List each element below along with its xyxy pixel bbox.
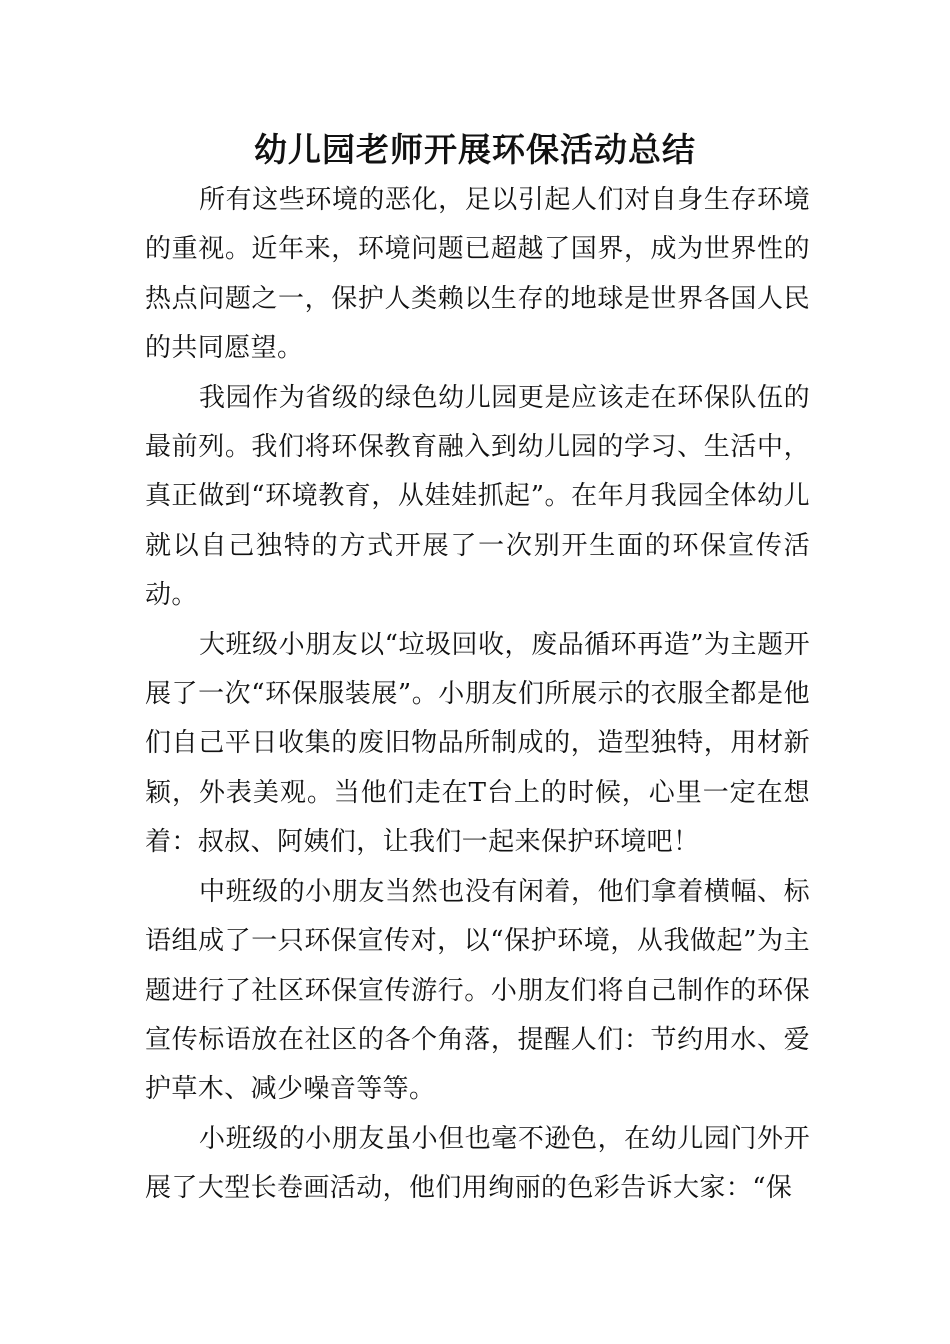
document-title: 幼儿园老师开展环保活动总结: [254, 130, 696, 169]
paragraph-5: 小班级的小朋友虽小但也毫不逊色，在幼儿园门外开展了大型长卷画活动，他们用绚丽的色彩告诉大家：“保: [145, 1123, 810, 1204]
paragraph-1: 所有这些环境的恶化，足以引起人们对自身生存环境的重视。近年来，环境问题已超越了国界，成为世界性的热点问题之一，保护人类赖以生存的地球是世界各国人民的共同愿望。: [145, 185, 810, 364]
paragraph-3: 大班级小朋友以“垃圾回收，废品循环再造”为主题开展了一次“环保服装展”。小朋友们所展示的衣服全都是他们自己平日收集的废旧物品所制成的，造型独特，用材新颖，外表美观。当他们走在T台上的时候，心里一定在想着：叔叔、阿姨们，让我们一起来保护环境吧！: [145, 629, 810, 858]
paragraph-2: 我园作为省级的绿色幼儿园更是应该走在环保队伍的最前列。我们将环保教育融入到幼儿园的学习、生活中，真正做到“环境教育，从娃娃抓起”。在年月我园全体幼儿就以自己独特的方式开展了一次别开生面的环保宣传活动。: [145, 382, 810, 611]
paragraph-4: 中班级的小朋友当然也没有闲着，他们拿着横幅、标语组成了一只环保宣传对，以“保护环境，从我做起”为主题进行了社区环保宣传游行。小朋友们将自己制作的环保宣传标语放在社区的各个角落，提醒人们：节约用水、爱护草木、减少噪音等等。: [145, 876, 810, 1105]
document-body: [145, 176, 810, 1214]
